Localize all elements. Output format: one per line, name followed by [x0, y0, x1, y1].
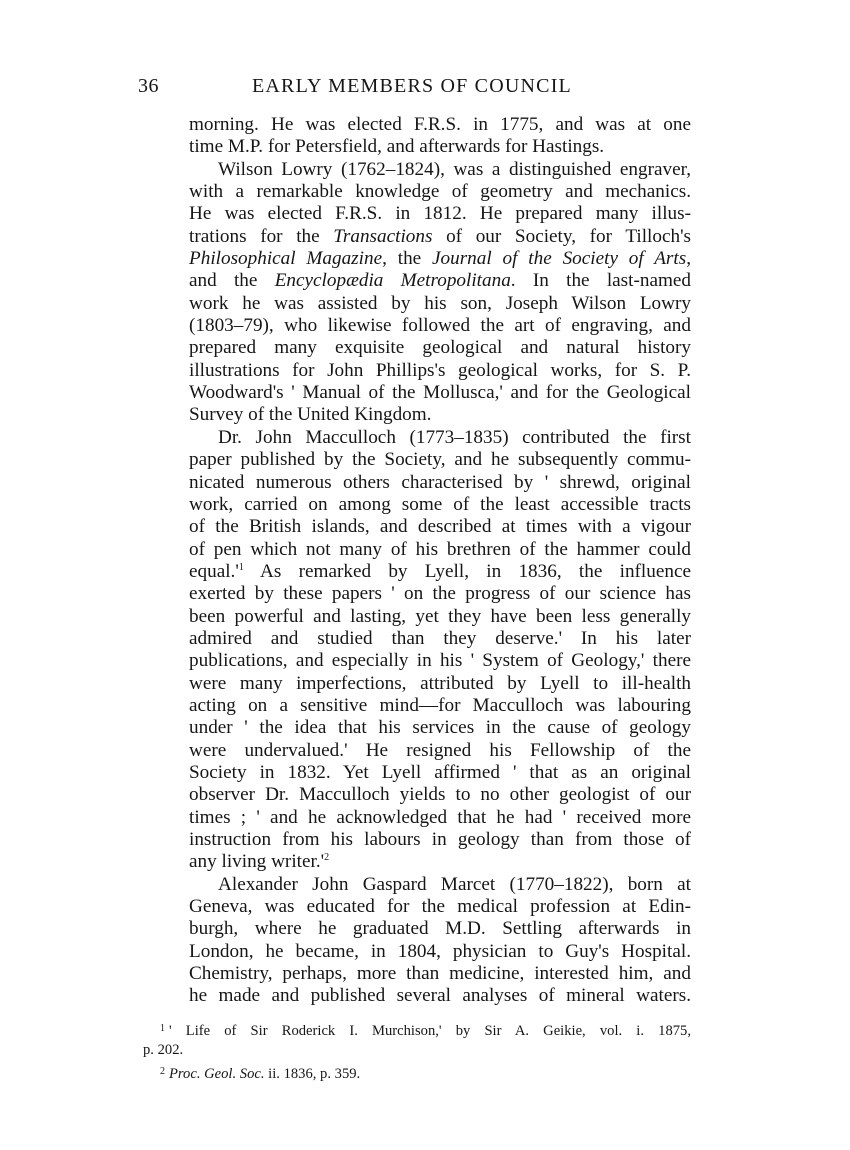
- text-line: Dr. John Macculloch (1773–1835) contributed the first: [218, 426, 691, 448]
- text-line: Wilson Lowry (1762–1824), was a distinguished engraver,: [218, 158, 691, 180]
- text-line: Chemistry, perhaps, more than medicine, interested him, and: [189, 963, 691, 985]
- text-line: time M.P. for Petersfield, and afterwards for Hastings.: [189, 136, 605, 158]
- text-line: times ; ' and he acknowledged that he had ' received more: [189, 806, 691, 828]
- text-segment: As remarked by Lyell, in 1836, the influence: [243, 560, 691, 582]
- text-line: been powerful and lasting, yet they have been less generally: [189, 605, 691, 627]
- italic-title: Transactions: [333, 225, 433, 247]
- footnote: [143, 1061, 691, 1083]
- text-segment: and the: [189, 270, 275, 292]
- italic-title: Philosophical Magazine: [189, 248, 383, 270]
- text-line: morning. He was elected F.R.S. in 1775, and was at one: [189, 114, 691, 135]
- footnote-text: p. 202.: [143, 1041, 184, 1058]
- text-line: Survey of the United Kingdom.: [189, 404, 432, 426]
- footnote-reference: 2: [324, 852, 330, 864]
- text-line: Society in 1832. Yet Lyell affirmed ' that as an original: [189, 761, 691, 783]
- text-line: London, he became, in 1804, physician to Guy's Hospital.: [189, 940, 691, 962]
- text-line: acting on a sensitive mind—for Macculloch was labouring: [189, 694, 691, 716]
- italic-title: Proc. Geol. Soc.: [169, 1066, 265, 1083]
- text-line: [189, 851, 691, 873]
- text-line: Alexander John Gaspard Marcet (1770–1822), born at: [218, 873, 691, 895]
- text-line: [189, 248, 691, 270]
- text-line: Woodward's ' Manual of the Mollusca,' and for the Geological: [189, 382, 691, 404]
- text-line: nicated numerous others characterised by ' shrewd, original: [189, 471, 691, 493]
- text-line: he made and published several analyses of mineral waters.: [189, 985, 691, 1007]
- text-line: work he was assisted by his son, Joseph Wilson Lowry: [189, 292, 691, 314]
- footnote-reference: 1: [238, 561, 244, 573]
- text-line: Geneva, was educated for the medical profession at Edin-: [189, 896, 691, 918]
- text-line: under ' the idea that his services in the cause of geology: [189, 717, 691, 739]
- text-line: burgh, where he graduated M.D. Settling afterwards in: [189, 918, 691, 940]
- text-line: He was elected F.R.S. in 1812. He prepared many illus-: [189, 203, 691, 225]
- body-text: [189, 114, 691, 1008]
- text-segment: ,: [686, 248, 691, 270]
- text-segment: of our Society, for Tilloch's: [432, 225, 691, 247]
- text-line: work, carried on among some of the least accessible tracts: [189, 493, 691, 515]
- text-line: instruction from his labours in geology than from those of: [189, 829, 691, 850]
- footnote: [143, 1040, 691, 1062]
- text-line: of the British islands, and described at times with a vigour: [189, 516, 691, 538]
- text-line: paper published by the Society, and he subsequently commu-: [189, 449, 691, 471]
- text-line: were undervalued.' He resigned his Fellowship of the: [189, 739, 691, 761]
- footnote-text: ii. 1836, p. 359.: [264, 1066, 361, 1083]
- text-line: [189, 561, 691, 583]
- text-line: exerted by these papers ' on the progress of our science has: [189, 583, 691, 605]
- text-line: publications, and especially in his ' System of Geology,' there: [189, 650, 691, 672]
- text-segment: , the: [382, 248, 433, 270]
- text-line: with a remarkable knowledge of geometry and mechanics.: [189, 181, 691, 203]
- page-number: 36: [138, 75, 159, 97]
- text-line: (1803–79), who likewise followed the art of engraving, and: [189, 315, 691, 337]
- footnote-marker: 2: [160, 1066, 165, 1078]
- footnotes: [143, 1018, 691, 1083]
- footnote-marker: 1: [160, 1023, 165, 1034]
- text-line: were many imperfections, attributed by Lyell to ill-health: [189, 672, 691, 694]
- text-line: prepared many exquisite geological and natural history: [189, 337, 691, 359]
- text-line: [189, 270, 691, 292]
- text-line: [189, 226, 691, 248]
- text-segment: . In the last-named: [510, 270, 691, 292]
- footnote-text: ' Life of Sir Roderick I. Murchison,' by Sir A. Geikie, vol. i. 1875,: [169, 1023, 691, 1039]
- footnote: [143, 1018, 691, 1040]
- text-segment: trations for the: [189, 225, 334, 247]
- italic-title: Journal of the Society of Arts: [432, 248, 687, 270]
- text-line: observer Dr. Macculloch yields to no other geologist of our: [189, 784, 691, 806]
- text-line: admired and studied than they deserve.' In his later: [189, 627, 691, 649]
- text-segment: any living writer.': [189, 851, 325, 873]
- italic-title: Encyclopædia Metropolitana: [274, 270, 511, 292]
- text-segment: equal.': [189, 560, 239, 582]
- text-line: illustrations for John Phillips's geological works, for S. P.: [189, 359, 691, 381]
- text-line: of pen which not many of his brethren of the hammer could: [189, 538, 691, 560]
- running-head: EARLY MEMBERS OF COUNCIL: [252, 75, 572, 97]
